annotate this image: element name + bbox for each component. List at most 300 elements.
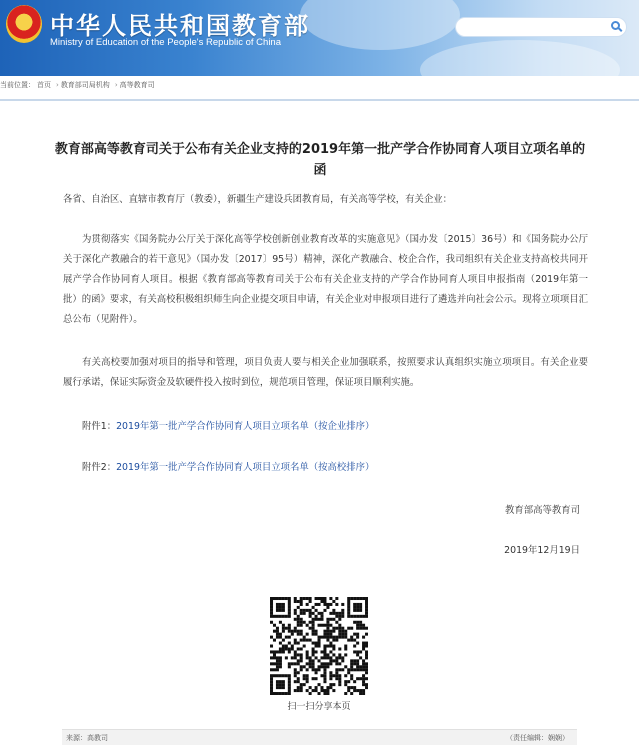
qr-module [270,662,273,665]
qr-module [332,600,335,603]
qr-module [312,627,315,630]
qr-module [341,609,344,612]
qr-module [288,624,291,627]
search-input[interactable] [466,21,610,41]
qr-module [362,645,365,648]
qr-module [335,627,338,630]
qr-module [276,597,279,600]
qr-module [315,671,318,674]
qr-module [350,677,353,680]
qr-module [356,624,359,627]
qr-module [315,645,318,648]
qr-module [276,630,279,633]
qr-module [353,597,356,600]
qr-module [300,597,303,600]
qr-module [350,627,353,630]
qr-module [362,636,365,639]
qr-module [362,683,365,686]
qr-module [338,633,341,636]
qr-module [270,621,273,624]
qr-module [300,639,303,642]
qr-module [294,662,297,665]
qr-module [303,636,306,639]
qr-module [320,600,323,603]
article-title: 教育部高等教育司关于公布有关企业支持的2019年第一批产学合作协同育人项目立项名单的函 [54,142,586,178]
site-subtitle: Ministry of Education of the People's Republic of China [50,37,281,48]
qr-module [300,683,303,686]
qr-module [294,612,297,615]
qr-module [335,612,338,615]
qr-module [276,603,279,606]
qr-module [273,630,276,633]
qr-module [362,692,365,695]
qr-module [365,683,368,686]
qr-module [341,633,344,636]
qr-module [332,612,335,615]
search-box[interactable] [455,17,627,37]
attachment-1 [82,418,374,432]
qr-module [356,609,359,612]
qr-module [291,630,294,633]
qr-module [332,683,335,686]
qr-module [273,615,276,618]
qr-module [294,618,297,621]
qr-module [356,633,359,636]
qr-module [276,633,279,636]
qr-module [350,662,353,665]
qr-module [288,647,291,650]
qr-module [270,683,273,686]
qr-module [323,680,326,683]
qr-module [285,627,288,630]
cloud-decoration [300,0,460,50]
qr-module [306,639,309,642]
qr-module [279,662,282,665]
qr-module [294,630,297,633]
qr-module [350,692,353,695]
qr-module [288,636,291,639]
qr-module [318,639,321,642]
qr-module [315,618,318,621]
qr-module [338,612,341,615]
qr-module [300,689,303,692]
breadcrumb [0,80,639,96]
qr-module [362,665,365,668]
qr-module [312,618,315,621]
qr-module [356,653,359,656]
qr-module [276,627,279,630]
qr-module [297,624,300,627]
qr-module [294,689,297,692]
qr-module [359,689,362,692]
qr-module [312,665,315,668]
qr-module [279,609,282,612]
qr-module [362,680,365,683]
qr-module [356,606,359,609]
qr-module [350,615,353,618]
qr-module [309,621,312,624]
qr-module [297,600,300,603]
qr-module [326,627,329,630]
qr-module [365,609,368,612]
qr-module [300,624,303,627]
qr-module [279,692,282,695]
qr-module [312,630,315,633]
qr-module [297,662,300,665]
article-footer [62,729,577,745]
attachment-1-link[interactable]: 2019年第一批产学合作协同育人项目立项名单（按企业排序） [116,421,375,432]
qr-module [326,692,329,695]
attachment-2-link[interactable]: 2019年第一批产学合作协同育人项目立项名单（按高校排序） [116,462,375,473]
qr-module [309,627,312,630]
qr-module [329,674,332,677]
attachment-1-label: 附件1： [82,421,117,432]
qr-module [300,633,303,636]
qr-module [300,686,303,689]
qr-module [285,615,288,618]
qr-module [332,653,335,656]
qr-module [276,665,279,668]
qr-module [359,603,362,606]
qr-module [338,674,341,677]
qr-module [270,677,273,680]
qr-module [300,618,303,621]
qr-module [320,597,323,600]
qr-module [309,612,312,615]
qr-module [315,633,318,636]
qr-module [353,686,356,689]
qr-module [318,645,321,648]
qr-module [306,674,309,677]
qr-module [329,624,332,627]
qr-module [303,609,306,612]
qr-module [332,609,335,612]
qr-module [282,674,285,677]
qr-module [309,656,312,659]
qr-module [273,656,276,659]
qr-module [359,621,362,624]
qr-module [312,659,315,662]
qr-module [300,659,303,662]
qr-module [306,624,309,627]
qr-module [294,627,297,630]
qr-module [335,656,338,659]
qr-module [318,642,321,645]
qr-module [294,680,297,683]
qr-module [320,618,323,621]
qr-module [276,659,279,662]
qr-module [279,665,282,668]
qr-module [288,630,291,633]
qr-module [323,597,326,600]
qr-module [282,627,285,630]
qr-module [338,636,341,639]
qr-module [282,639,285,642]
qr-module [297,671,300,674]
qr-module [273,653,276,656]
qr-module [332,674,335,677]
qr-module [276,609,279,612]
qr-module [309,692,312,695]
qr-module [312,677,315,680]
qr-module [353,668,356,671]
qr-module [347,597,350,600]
qr-module [365,642,368,645]
qr-module [273,662,276,665]
qr-module [315,686,318,689]
site-title[interactable]: 中华人民共和国教育部 [50,12,310,40]
qr-module [353,659,356,662]
qr-module [279,674,282,677]
qr-module [344,633,347,636]
qr-module [323,647,326,650]
attachment-2 [82,459,374,473]
qr-module [353,645,356,648]
qr-module [335,636,338,639]
qr-module [273,624,276,627]
qr-module [312,650,315,653]
qr-module [341,627,344,630]
qr-module [341,656,344,659]
qr-module [279,680,282,683]
qr-module [362,674,365,677]
qr-module [323,600,326,603]
qr-module [315,642,318,645]
qr-module [270,686,273,689]
article-salutation: 各省、自治区、直辖市教育厅（教委），新疆生产建设兵团教育局，有关高等学校，有关企业： [63,194,453,205]
qr-module [297,606,300,609]
qr-module [320,612,323,615]
qr-module [320,624,323,627]
qr-module [279,633,282,636]
qr-module [297,659,300,662]
qr-module [353,621,356,624]
qr-module [270,609,273,612]
qr-module [279,642,282,645]
qr-module [335,674,338,677]
qr-module [356,689,359,692]
article-paragraph-2: 有关高校要加强对项目的指导和管理，项目负责人要与相关企业加强联系，按照要求认真组织实施立项项目。有关企业要履行承诺，保证实际资金及软硬件投入按时到位，规范项目管理，保证项目顺利实施。 [63,357,588,388]
qr-module [294,653,297,656]
qr-module [365,615,368,618]
qr-module [329,683,332,686]
qr-module [341,630,344,633]
qr-module [297,642,300,645]
qr-module [309,597,312,600]
qr-module [359,624,362,627]
qr-module [276,674,279,677]
qr-module [353,680,356,683]
breadcrumb-divider [0,99,639,101]
qr-module [285,645,288,648]
qr-module [335,662,338,665]
qr-module [365,627,368,630]
qr-module [326,653,329,656]
qr-module [347,615,350,618]
qr-module [356,650,359,653]
qr-module [344,653,347,656]
qr-module [344,636,347,639]
qr-module [347,627,350,630]
qr-module [288,627,291,630]
qr-module [356,621,359,624]
qr-module [356,636,359,639]
qr-module [282,609,285,612]
qr-module [338,677,341,680]
qr-module [276,656,279,659]
qr-module [282,692,285,695]
qr-module [359,665,362,668]
qr-module [276,662,279,665]
qr-module [312,621,315,624]
qr-module [276,606,279,609]
qr-module [282,603,285,606]
qr-module [279,603,282,606]
qr-module [297,689,300,692]
qr-module [365,597,368,600]
qr-module [279,615,282,618]
qr-module [323,650,326,653]
qr-module [297,615,300,618]
qr-module [347,600,350,603]
qr-module [323,645,326,648]
qr-module [323,624,326,627]
qr-module [320,686,323,689]
qr-module [273,650,276,653]
qr-module [288,683,291,686]
qr-module [332,636,335,639]
breadcrumb-item-home[interactable]: 首页 [37,81,51,89]
qr-module [356,662,359,665]
qr-module [320,656,323,659]
qr-module [326,606,329,609]
qr-module [300,621,303,624]
qr-module [362,689,365,692]
qr-module [323,662,326,665]
qr-module [359,615,362,618]
qr-module [347,689,350,692]
qr-module [347,606,350,609]
qr-module [341,659,344,662]
qr-module [318,668,321,671]
qr-module [356,677,359,680]
qr-module [332,618,335,621]
qr-module [320,665,323,668]
qr-module [323,609,326,612]
qr-module [285,674,288,677]
qr-module [326,624,329,627]
qr-module [276,686,279,689]
qr-module [326,665,329,668]
qr-module [282,597,285,600]
qr-module [294,668,297,671]
article-editor: （责任编辑：娴娴） [506,734,569,742]
search-icon[interactable] [611,21,620,30]
qr-module [288,609,291,612]
qr-module [338,627,341,630]
qr-module [282,606,285,609]
qr-module [326,645,329,648]
qr-module [300,668,303,671]
qr-module [362,647,365,650]
breadcrumb-item-higher-education[interactable]: 高等教育司 [119,81,155,89]
qr-module [288,692,291,695]
qr-module [353,633,356,636]
qr-module [332,689,335,692]
qr-module [341,636,344,639]
qr-module [320,636,323,639]
qr-module [362,597,365,600]
qr-module [300,653,303,656]
qr-module [279,606,282,609]
qr-module [306,603,309,606]
qr-module [329,686,332,689]
qr-module [279,636,282,639]
qr-module [306,668,309,671]
qr-module [291,647,294,650]
qr-module [309,659,312,662]
qr-module [356,627,359,630]
qr-module [291,633,294,636]
qr-module [365,645,368,648]
qr-module [303,597,306,600]
qr-module [326,662,329,665]
qr-module [300,600,303,603]
qr-module [300,630,303,633]
qr-module [273,668,276,671]
qr-module [318,636,321,639]
qr-module [288,662,291,665]
qr-module [329,650,332,653]
qr-module [344,630,347,633]
qr-module [353,603,356,606]
qr-module [362,642,365,645]
qr-module [306,677,309,680]
qr-module [291,656,294,659]
article-paragraph-1: 为贯彻落实《国务院办公厅关于深化高等学校创新创业教育改革的实施意见》（国办发〔2015〕36号）和《国务院办公厅关于深化产教融合的若干意见》（国办发〔2017〕95号）精神，深化产教融合、校企合作，我司组织有关企业支持高校共同开展产学合作协同育人项目。根据《教育部高等教育司关于公布有关企业支持的产学合作协同育人项目申报指南（2019年第一批）的函》要求，有关高校积极组织师生向企业提交项目申请，有关企业对申报项目进行了遴选并向社会公示。现将立项项目汇总公布（见附件）。 [63,234,589,325]
qr-module [329,618,332,621]
qr-module [288,600,291,603]
qr-module [306,689,309,692]
qr-module [270,692,273,695]
qr-module [359,677,362,680]
qr-module [329,656,332,659]
qr-module [303,677,306,680]
qr-module [326,633,329,636]
qr-module [309,665,312,668]
qr-module [297,680,300,683]
breadcrumb-item-departments[interactable]: 教育部司局机构 [60,81,110,89]
qr-module [320,615,323,618]
qr-module [312,633,315,636]
qr-module [282,624,285,627]
qr-module [353,606,356,609]
qr-module [291,645,294,648]
qr-module [350,665,353,668]
qr-module [288,650,291,653]
qr-module [270,597,273,600]
qr-module [326,630,329,633]
qr-module [362,668,365,671]
qr-module [344,683,347,686]
qr-module [303,683,306,686]
cloud-decoration [420,40,620,76]
qr-module [323,656,326,659]
qr-module [294,597,297,600]
qr-module [303,612,306,615]
qr-module [288,615,291,618]
qr-module [303,639,306,642]
